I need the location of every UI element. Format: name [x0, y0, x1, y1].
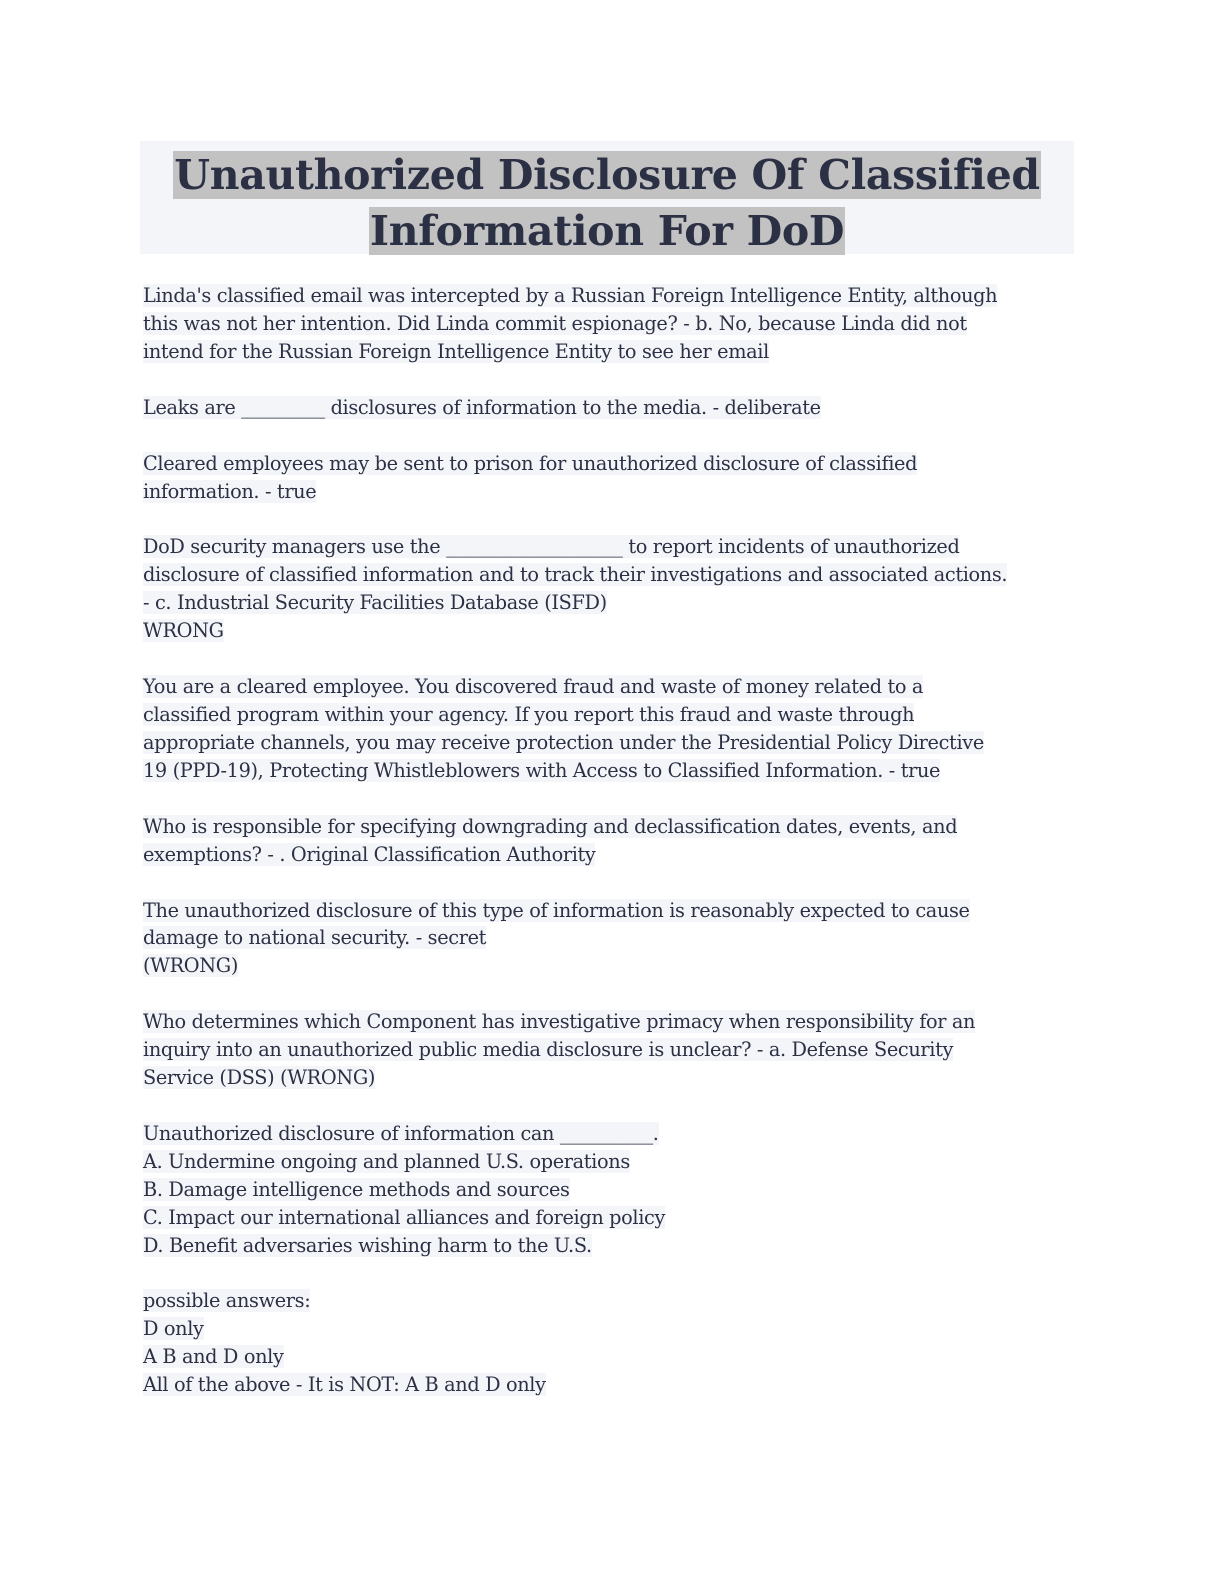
text-line-content: A. Undermine ongoing and planned U.S. operations	[143, 1149, 630, 1173]
text-line-content: information. - true	[143, 479, 317, 503]
text-line-content: - c. Industrial Security Facilities Database (ISFD)	[143, 591, 607, 615]
qa-item	[143, 394, 1083, 422]
text-line	[143, 1287, 1083, 1315]
text-line-content: damage to national security. - secret	[143, 926, 487, 950]
text-line-content: appropriate channels, you may receive protection under the Presidential Policy Directive	[143, 730, 984, 754]
qa-item	[143, 450, 1083, 506]
text-line	[143, 1343, 1083, 1371]
document-title	[140, 141, 1074, 259]
text-line-content: WRONG	[143, 619, 224, 643]
text-line-content: Who is responsible for specifying downgrading and declassification dates, events, and	[143, 814, 958, 838]
text-line-content: possible answers:	[143, 1289, 311, 1313]
text-line-content: Who determines which Component has investigative primacy when responsibility for an	[143, 1010, 976, 1034]
qa-item	[143, 1120, 1083, 1260]
qa-item	[143, 897, 1083, 981]
text-line	[143, 338, 1083, 366]
text-line-content: exemptions? - . Original Classification Authority	[143, 842, 596, 866]
title-line-1: Unauthorized Disclosure Of Classified	[174, 151, 1040, 199]
text-line	[143, 1371, 1083, 1399]
text-line	[143, 533, 1083, 561]
text-line-content: intend for the Russian Foreign Intelligence Entity to see her email	[143, 339, 769, 363]
text-line-content: 19 (PPD-19), Protecting Whistleblowers with Access to Classified Information. - true	[143, 758, 941, 782]
text-line	[143, 1008, 1083, 1036]
text-line	[143, 1120, 1083, 1148]
text-line	[143, 617, 1083, 645]
qa-item	[143, 282, 1083, 366]
qa-item	[143, 673, 1083, 785]
text-line-content: D only	[143, 1317, 204, 1341]
text-line	[143, 450, 1083, 478]
text-line-content: this was not her intention. Did Linda commit espionage? - b. No, because Linda did not	[143, 311, 967, 335]
title-box	[140, 141, 1074, 254]
text-line	[143, 394, 1083, 422]
text-line-content: D. Benefit adversaries wishing harm to the U.S.	[143, 1233, 592, 1257]
qa-item	[143, 1287, 1083, 1399]
text-line	[143, 729, 1083, 757]
text-line	[143, 1232, 1083, 1260]
text-line-content: Linda's classified email was intercepted by a Russian Foreign Intelligence Entity, although	[143, 284, 998, 307]
qa-item	[143, 1008, 1083, 1092]
text-line	[143, 701, 1083, 729]
text-line-content: The unauthorized disclosure of this type of information is reasonably expected to cause	[143, 898, 970, 922]
text-line	[143, 1148, 1083, 1176]
text-line	[143, 310, 1083, 338]
document-body	[143, 282, 1083, 1427]
text-line-content: inquiry into an unauthorized public media disclosure is unclear? - a. Defense Security	[143, 1038, 954, 1062]
text-line-content: B. Damage intelligence methods and sources	[143, 1177, 570, 1201]
text-line-content: DoD security managers use the ___________________ to report incidents of unauthorized	[143, 535, 960, 559]
text-line-content: All of the above - It is NOT: A B and D only	[143, 1373, 546, 1397]
text-line	[143, 897, 1083, 925]
text-line	[143, 813, 1083, 841]
text-line	[143, 561, 1083, 589]
text-line-content: classified program within your agency. If you report this fraud and waste through	[143, 702, 915, 726]
text-line-content: Unauthorized disclosure of information can __________.	[143, 1121, 659, 1145]
text-line-content: Cleared employees may be sent to prison for unauthorized disclosure of classified	[143, 451, 918, 475]
text-line	[143, 589, 1083, 617]
text-line	[143, 282, 1083, 310]
title-line-2: Information For DoD	[369, 207, 845, 255]
text-line	[143, 841, 1083, 869]
text-line-content: Leaks are _________ disclosures of information to the media. - deliberate	[143, 395, 821, 419]
text-line	[143, 1204, 1083, 1232]
text-line	[143, 478, 1083, 506]
text-line-content: (WRONG)	[143, 954, 239, 978]
text-line-content: A B and D only	[143, 1345, 284, 1369]
text-line-content: You are a cleared employee. You discovered fraud and waste of money related to a	[143, 675, 924, 699]
text-line	[143, 1064, 1083, 1092]
text-line	[143, 924, 1083, 952]
text-line	[143, 952, 1083, 980]
text-line	[143, 1036, 1083, 1064]
qa-item	[143, 813, 1083, 869]
text-line	[143, 673, 1083, 701]
text-line	[143, 1315, 1083, 1343]
text-line-content: disclosure of classified information and to track their investigations and associated actions.	[143, 563, 1008, 587]
text-line	[143, 757, 1083, 785]
qa-item	[143, 533, 1083, 645]
text-line	[143, 1176, 1083, 1204]
text-line-content: C. Impact our international alliances and foreign policy	[143, 1205, 666, 1229]
text-line-content: Service (DSS) (WRONG)	[143, 1066, 376, 1090]
